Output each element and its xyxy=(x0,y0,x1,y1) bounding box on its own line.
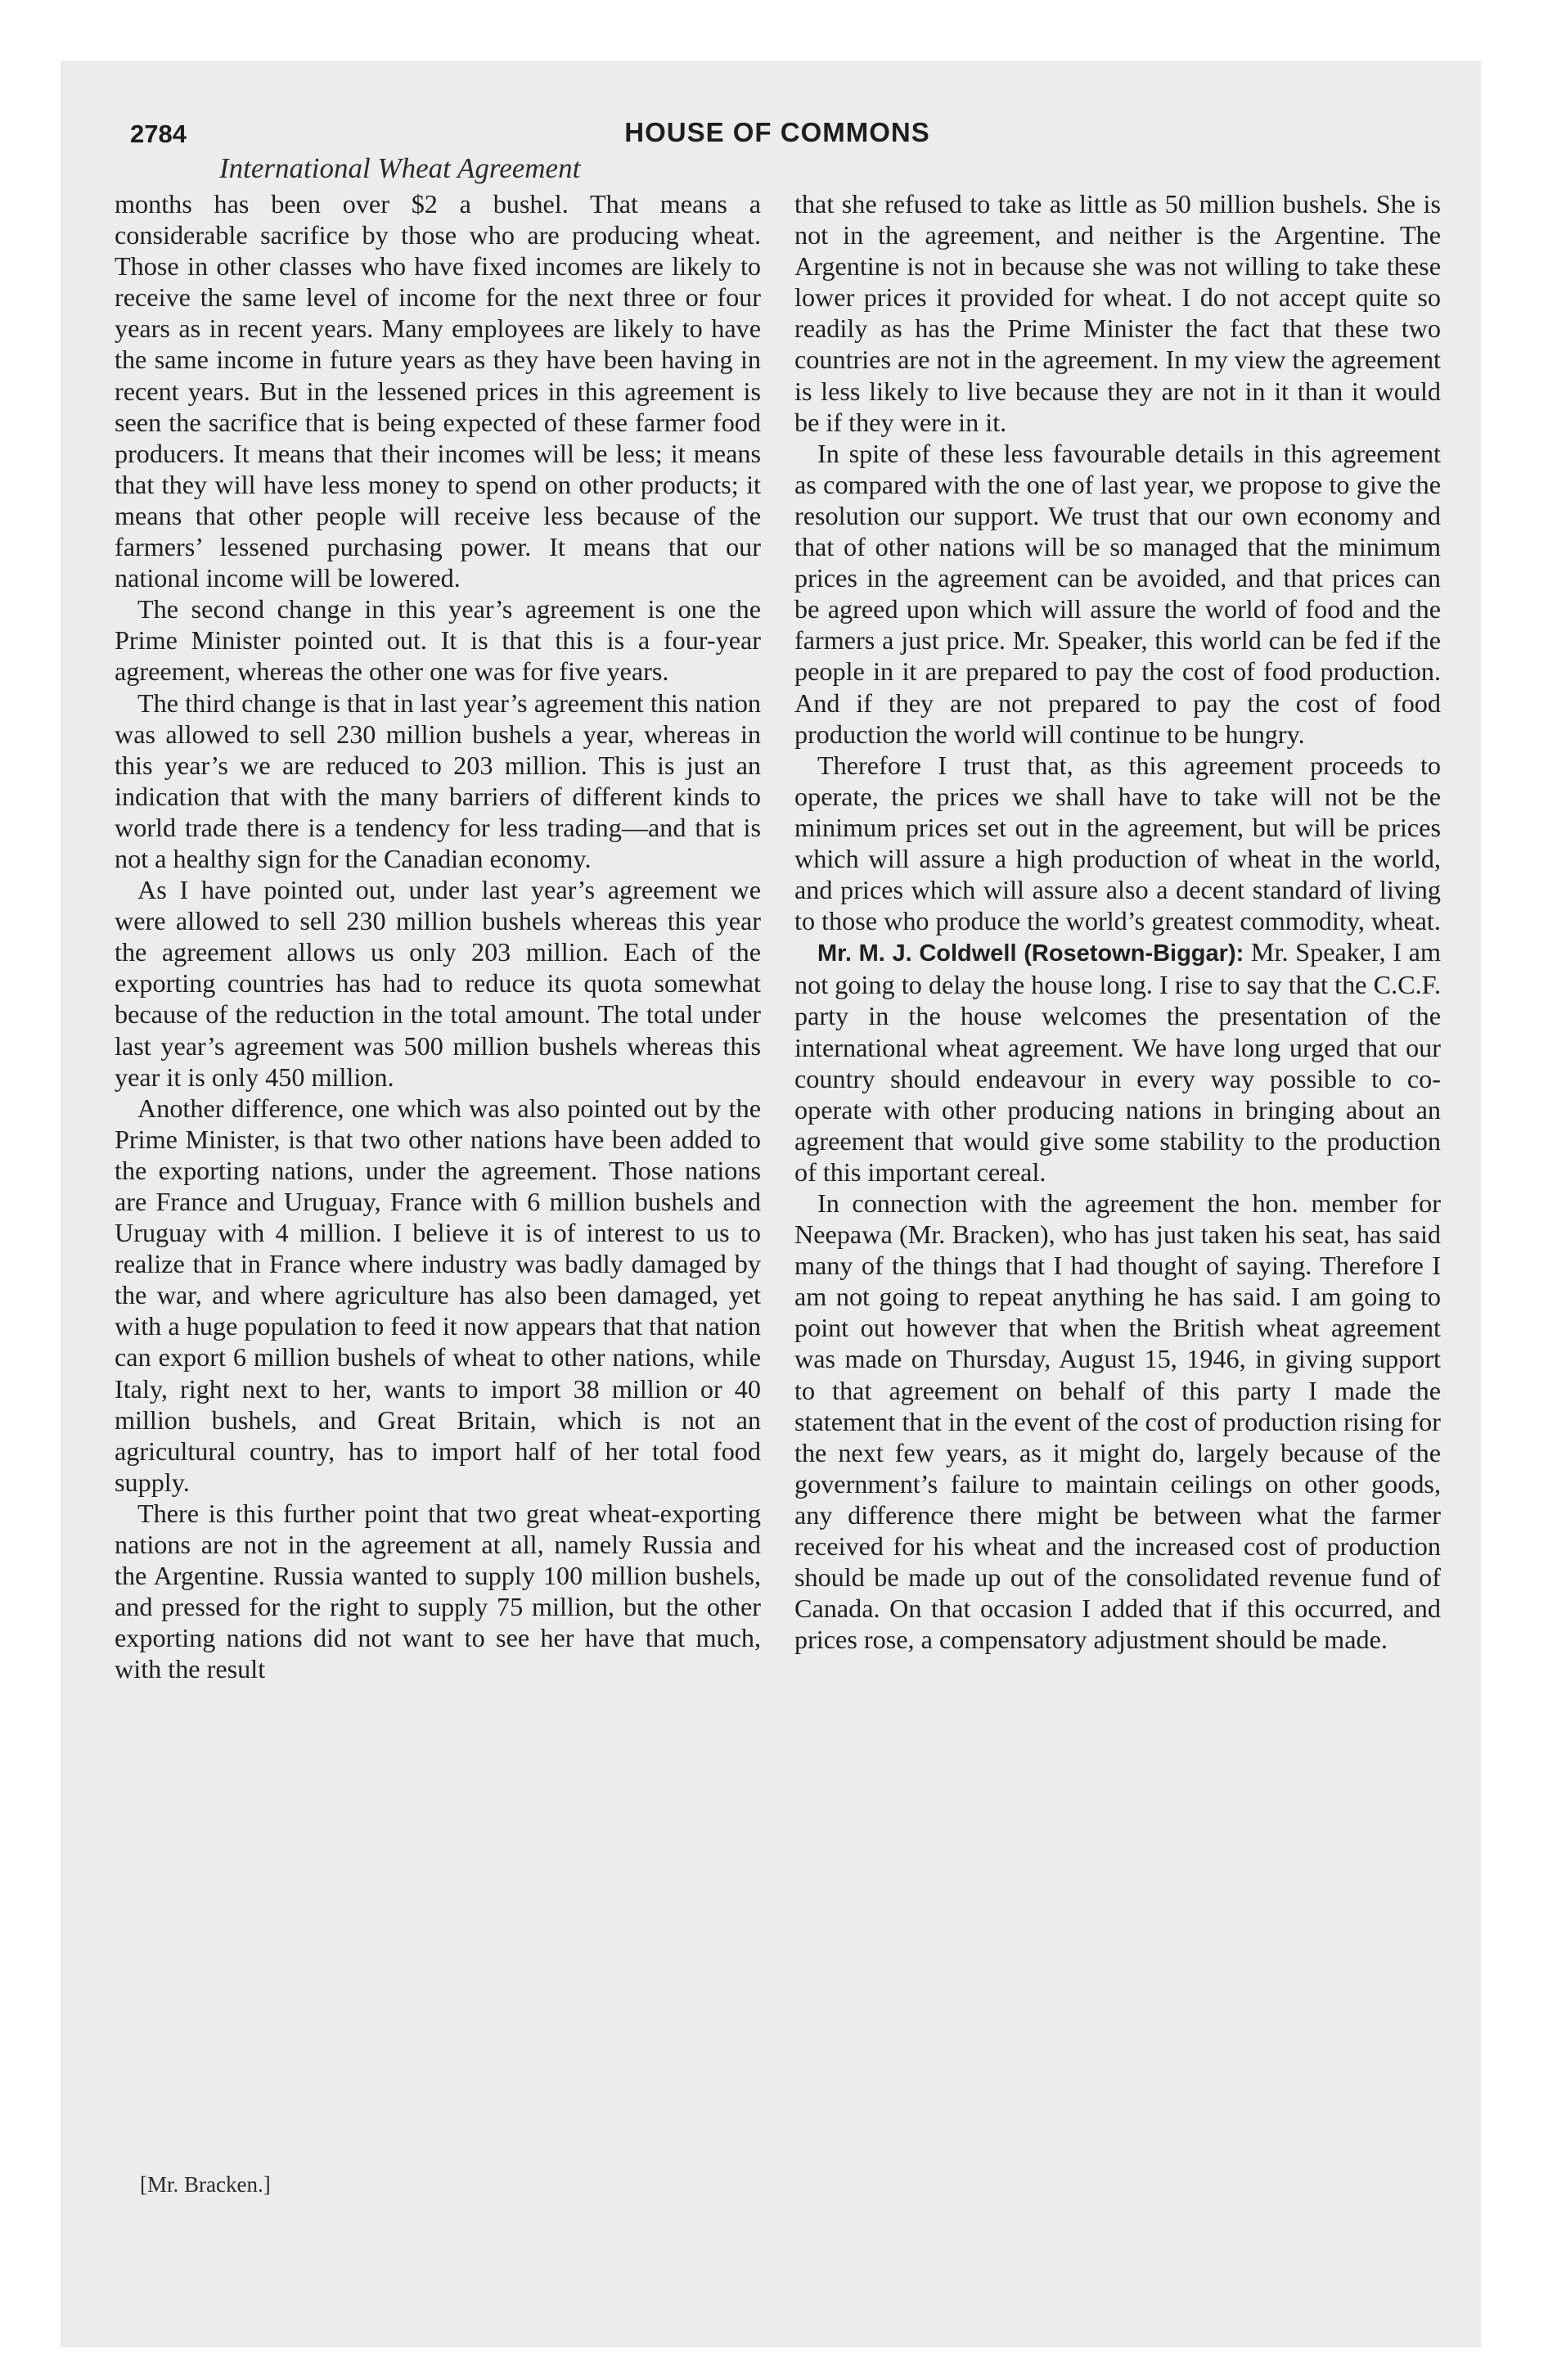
speech-text: Mr. Speaker, I am not going to delay the house long. I rise to say that the C.C.F. party in the house welcomes the presentation of the international wheat agreement. We have long urged that our country should endeavour in every way possible to co-operate with other producing nations in bringing about an agreement that would give some stability to the production of this important cereal. xyxy=(794,937,1441,1187)
paragraph: Another difference, one which was also pointed out by the Prime Minister, is that two other nations have been added to the exporting nations, under the agreement. Those nations are France and Uruguay, France with 6 million bushels and Uruguay with 4 million. I believe it is of interest to us to realize that in France where industry was badly damaged by the war, and where agriculture has also been damaged, yet with a huge population to feed it now appears that that nation can export 6 million bushels of wheat to other nations, while Italy, right next to her, wants to import 38 million or 40 million bushels, and Great Britain, which is not an agricultural country, has to import half of her total food supply. xyxy=(115,1093,761,1497)
paragraph: The second change in this year’s agreement is one the Prime Minister pointed out. It is that this is a four-year agreement, whereas the other one was for five years. xyxy=(115,594,761,687)
left-column xyxy=(115,188,761,1685)
paragraph: As I have pointed out, under last year’s agreement we were allowed to sell 230 million bushels whereas this year the agreement allows us only 203 million. Each of the exporting countries has had to reduce its quota somewhat because of the reduction in the total amount. The total under last year’s agreement was 500 million bushels whereas this year it is only 450 million. xyxy=(115,875,761,1092)
paragraph: Therefore I trust that, as this agreement proceeds to operate, the prices we shall have to take will not be the minimum prices set out in the agreement, but will be prices which will assure a high production of wheat in the world, and prices which will assure also a decent standard of living to those who produce the world’s greatest commodity, wheat. xyxy=(794,750,1441,936)
right-column xyxy=(794,188,1441,1655)
paragraph: In spite of these less favourable details in this agreement as compared with the one of last year, we propose to give the resolution our support. We trust that our own economy and that of other nations will be so managed that the minimum prices in the agreement can be avoided, and that prices can be agreed upon which will assure the world of food and the farmers a just price. Mr. Speaker, this world can be fed if the people in it are prepared to pay the cost of food production. And if they are not prepared to pay the cost of food production the world will continue to be hungry. xyxy=(794,438,1441,749)
paragraph: that she refused to take as little as 50 million bushels. She is not in the agreement, and neither is the Argentine. The Argentine is not in because she was not willing to take these lower prices it provided for wheat. I do not accept quite so readily as has the Prime Minister the fact that these two countries are not in the agreement. In my view the agreement is less likely to live because they are not in it than it would be if they were in it. xyxy=(794,189,1441,437)
paragraph: The third change is that in last year’s agreement this nation was allowed to sell 230 million bushels a year, whereas in this year’s we are reduced to 203 million. This is just an indication that with the many barriers of different kinds to world trade there is a tendency for less trading—and that is not a healthy sign for the Canadian economy. xyxy=(115,687,761,873)
page-number: 2784 xyxy=(130,119,187,148)
speaker-name: Mr. M. J. Coldwell (Rosetown-Biggar): xyxy=(817,940,1244,967)
paragraph: In connection with the agreement the hon. member for Neepawa (Mr. Bracken), who has just taken his seat, has said many of the things that I had thought of saying. Therefore I am not going to repeat anything he has said. I am going to point out however that when the British wheat agreement was made on Thursday, August 15, 1946, in giving support to that agreement on behalf of this party I made the statement that in the event of the cost of production rising for the next few years, as it might do, largely because of the government’s failure to maintain ceilings on other goods, any difference there might be between what the farmer received for his wheat and the increased cost of production should be made up out of the consolidated revenue fund of Canada. On that occasion I added that if this occurred, and prices rose, a compensatory adjustment should be made. xyxy=(794,1188,1441,1655)
paragraph: There is this further point that two great wheat-exporting nations are not in the agreement at all, namely Russia and the Argentine. Russia wanted to supply 100 million bushels, and pressed for the right to supply 75 million, but the other exporting nations did not want to see her have that much, with the result xyxy=(115,1498,761,1684)
speech-paragraph xyxy=(794,936,1441,1188)
paragraph: months has been over $2 a bushel. That means a considerable sacrifice by those who are producing wheat. Those in other classes who have fixed incomes are likely to receive the same level of income for the next three or four years as in recent years. Many employees are likely to have the same income in future years as they have been having in recent years. But in the lessened prices in this agreement is seen the sacrifice that is being expected of these farmer food producers. It means that their incomes will be less; it means that they will have less money to spend on other products; it means that other people will receive less because of the farmers’ lessened purchasing power. It means that our national income will be lowered. xyxy=(115,189,761,593)
running-head: HOUSE OF COMMONS xyxy=(624,117,930,147)
subject-heading: International Wheat Agreement xyxy=(219,152,581,184)
page-attribution: [Mr. Bracken.] xyxy=(140,2172,271,2197)
